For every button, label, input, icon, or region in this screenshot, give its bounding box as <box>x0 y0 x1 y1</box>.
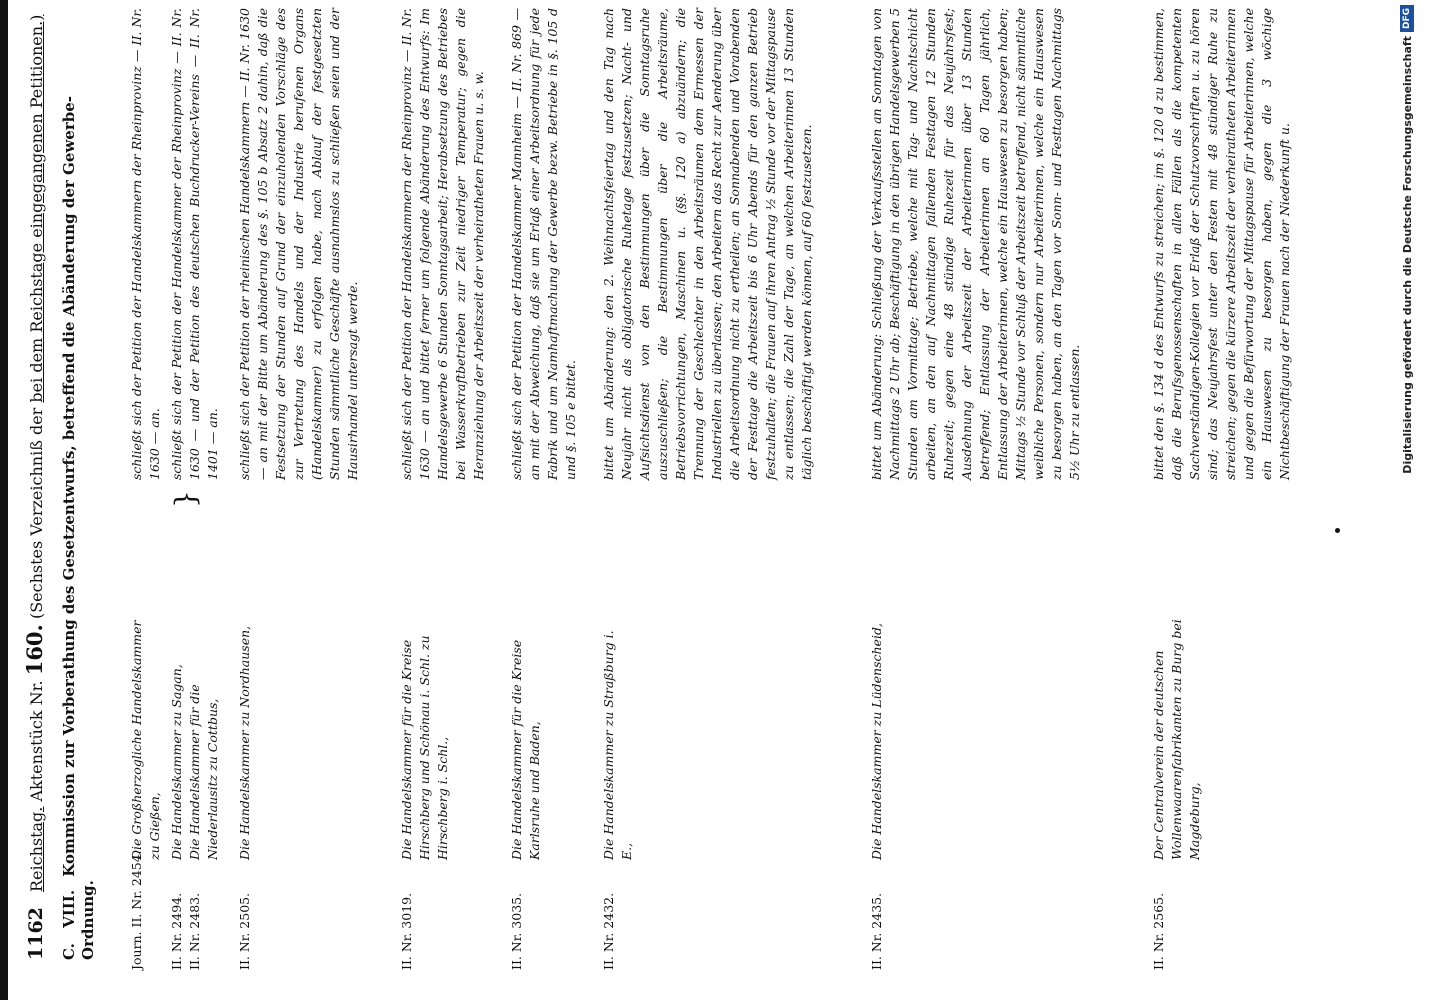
entry-text: schließt sich der Petition der Handelskammer der Rheinprovinz — II. Nr. 1630 — und der Petition des deutschen Buchdrucker-Vereins — II. Nr. 1401 — an. <box>169 8 220 480</box>
piece-number: 160. <box>22 624 47 676</box>
entry-ref: II. Nr. 3019. <box>399 892 414 970</box>
entry-text: schließt sich der Petition der Handelskammer Mannheim — II. Nr. 869 — an mit der Abweichung, daß sie um Erlaß einer Arbeitsordnung für jede Fabrik und um Namhaftmachung der Gewerbe bezw. Betriebe in §. 105 d und §. 105 e bittet. <box>509 8 578 480</box>
entry-ref: II. Nr. 2505. <box>237 892 252 970</box>
entry-text: bittet den §. 134 d des Entwurfs zu streichen; im §. 120 d zu bestimmen, daß die Berufsgenossenschaften in allen Fällen als die kompetenten Sachverständigen-Kollegien vor Erlaß der Schutzvorschriften u. zu hören sind; das Neujahrsfest unter den Festen mit 48 stündiger Ruhe zu streichen; gegen die kürzere Arbeitszeit der verheiratheten Arbeiterinnen und gegen die Befürwortung der Mittagspause für Arbeiterinnen, welche ein Hauswesen zu besorgen haben, gegen die 3 wöchige Nichtbeschäftigung der Frauen nach der Niederkunft u. <box>1151 8 1292 480</box>
piece-label: Aktenstück Nr. <box>27 680 46 802</box>
entry-ref: II. Nr. 2432. <box>601 892 616 970</box>
section-title: Kommission zur Vorberathung des Gesetzentwurfs, betreffend die Abänderung der Gewerbe-Ordnung. <box>60 96 97 960</box>
section-heading <box>60 80 98 960</box>
entry-petitioner: Der Centralverein der deutschen Wollenwaarenfabrikanten zu Burg bei Magdeburg, <box>1151 619 1202 860</box>
page-header <box>22 14 47 960</box>
entry-ref: II. Nr. 3035. <box>509 892 524 970</box>
brace-mark: } <box>169 490 202 508</box>
entry-petitioner: Die Handelskammer für die Kreise Hirschberg und Schönau i. Schl. zu Hirschberg i. Schl., <box>399 635 450 860</box>
entry-petitioner: Die Handelskammer zu Sagan, Die Handelskammer für die Niederlausitz zu Cottbus, <box>169 664 220 860</box>
entry-text: bittet um Abänderung: den 2. Weihnachtsfeiertag und den Tag nach Neujahr nicht als obligatorische Ruhetage festzusetzen; Nacht- und Aufsichtsdienst von den Bestimmungen über die Sonntagsruhe auszuschließen; die Bestimmungen über die Arbeitsräume, Betriebsvorrichtungen, Maschinen u. (§§. 120 a) abzuändern; die Trennung der Geschlechter in den Arbeitsräumen dem Ermessen der Industriellen zu überlassen; den Arbeitern das Recht zur Aenderung über die Arbeitsordnung nicht zu ertheilen; an Sonnabenden und Vorabenden der Festtage die Arbeitszeit bis 6 Uhr Abends für den ganzen Betrieb festzuhalten; die Frauen auf ihren Antrag ½ Stunde vor der Mittagspause zu entlassen; die Zahl der Tage, an welchen Arbeiterinnen 13 Stunden täglich beschäftigt werden können, auf 60 festzusetzen. <box>601 8 814 480</box>
entry-ref: Journ. II. Nr. 2454. <box>129 850 144 970</box>
entry-ref: II. Nr. 2494. II. Nr. 2483. <box>169 892 202 970</box>
note-prefix: (Sechstes Verzeichniß der <box>27 407 46 620</box>
entry-ref: II. Nr. 2435. <box>869 892 884 970</box>
entry-petitioner: Die Handelskammer für die Kreise Karlsruhe und Baden, <box>509 639 542 860</box>
entry-text: schließt sich der Petition der rheinischen Handelskammern — II. Nr. 1630 — an mit der Bitte um Abänderung des §. 105 b Absatz 2 dahin, daß die Festsetzung der Stunden auf Grund der einzuholenden Vorschläge des zur Vertretung des Handels und der Industrie berufenen Organs (Handelskammer) zu erfolgen habe, nach Ablauf der festgesetzten Stunden sämmtliche Geschäfte ausnahmslos zu schließen seien und der Hausirhandel untersagt werde. <box>237 8 360 480</box>
page-number: 1162 <box>25 907 47 960</box>
section-letter: C. <box>60 943 78 960</box>
entry-petitioner: Die Handelskammer zu Straßburg i. E., <box>601 630 634 860</box>
note-underlined: bei dem Reichstage eingegangenen Petitionen.) <box>27 14 46 403</box>
entry-text: schließt sich der Petition der Handelskammern der Rheinprovinz — II. Nr. 1630 — an. <box>129 8 162 480</box>
entry-text: bittet um Abänderung: Schließung der Verkaufsstellen an Sonntagen von Nachmittags 2 Uhr ab; Beschäftigung in den übrigen Handelsgewerben 5 Stunden am Vormittage; Betriebe, welche mit Tag- und Nachtschicht arbeiten, an den auf Nachmittagen fallenden Festtagen 12 Stunden Ruhezeit; gegen eine 48 stündige Ruhezeit für das Neujahrsfest; Ausdehnung der Arbeitszeit der Arbeiterinnen über 13 Stunden betreffend; Entlassung der Arbeiterinnen an 60 Tagen jährlich, Entlassung der Arbeiterinnen, welche ein Hauswesen zu besorgen haben; Mittags ½ Stunde vor Schluß der Arbeitszeit betreffend, nicht sämmtliche weibliche Personen, sondern nur Arbeiterinnen, welche ein Hauswesen zu besorgen haben, an den Tagen vor Sonn- und Festtagen Nachmittags 5½ Uhr zu entlassen. <box>869 8 1082 480</box>
entry-text: schließt sich der Petition der Handelskammern der Rheinprovinz — II. Nr. 1630 — an und bittet ferner um folgende Abänderung des Entwurfs: Im Handelsgewerbe 6 Stunden Sonntagsarbeit; Herabsetzung des Betriebes bei Wasserkraftbetrieben zur Zeit niedriger Temperatur; gegen die Heranziehung der Arbeitszeit der verheiratheten Frauen u. s. w. <box>399 8 486 480</box>
dfg-credit <box>1396 5 1418 990</box>
dfg-logo: DFG <box>1400 5 1414 32</box>
credit-text: Digitalisierung gefördert durch die Deutsche Forschungsgemeinschaft <box>1400 36 1414 474</box>
entry-petitioner: Die Handelskammer zu Nordhausen, <box>237 625 252 860</box>
entry-petitioner: Die Handelskammer zu Lüdenscheid, <box>869 623 884 860</box>
entry-ref: II. Nr. 2565. <box>1151 892 1166 970</box>
publisher: Reichstag. <box>27 806 46 893</box>
entry-petitioner: Die Großherzogliche Handelskammer zu Gießen, <box>129 620 162 860</box>
section-roman: VIII. <box>60 889 78 928</box>
